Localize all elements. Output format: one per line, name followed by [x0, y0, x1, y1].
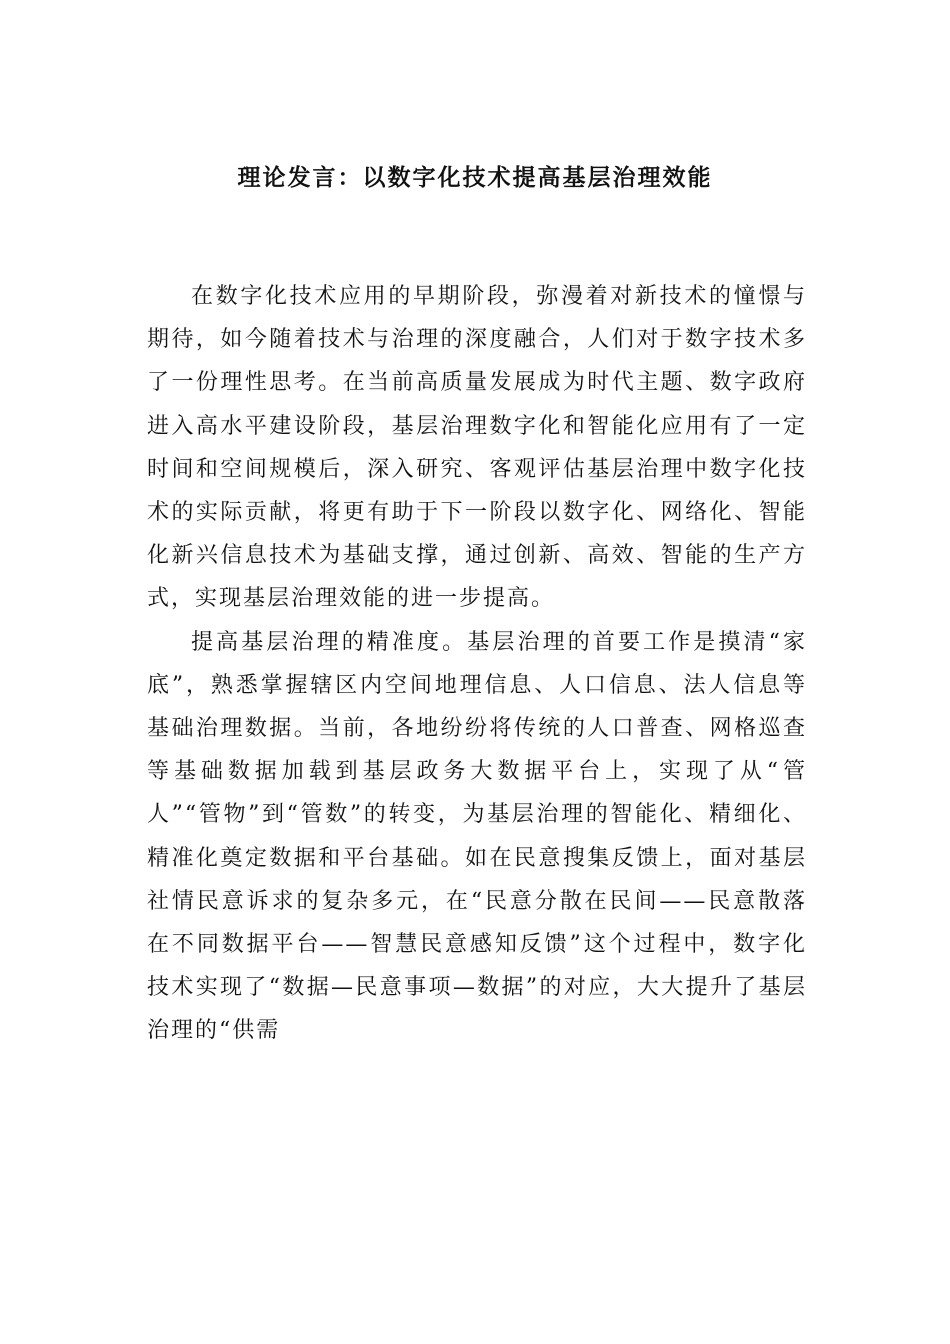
paragraph-precision: 提高基层治理的精准度。基层治理的首要工作是摸清“家底”，熟悉掌握辖区内空间地理信息、人口信息、法人信息等基础治理数据。当前，各地纷纷将传统的人口普查、网格巡查等基础数据加载到基层政务大数据平台上，实现了从“管人”“管物”到“管数”的转变，为基层治理的智能化、精细化、精准化奠定数据和平台基础。如在民意搜集反馈上，面对基层社情民意诉求的复杂多元，在“民意分散在民间——民意散落在不同数据平台——智慧民意感知反馈”这个过程中，数字化技术实现了“数据—民意事项—数据”的对应，大大提升了基层治理的“供需	[147, 629, 807, 1044]
paragraph-intro: 在数字化技术应用的早期阶段，弥漫着对新技术的憧憬与期待，如今随着技术与治理的深度融合，人们对于数字技术多了一份理性思考。在当前高质量发展成为时代主题、数字政府进入高水平建设阶段，基层治理数字化和智能化应用有了一定时间和空间规模后，深入研究、客观评估基层治理中数字化技术的实际贡献，将更有助于下一阶段以数字化、网络化、智能化新兴信息技术为基础支撑，通过创新、高效、智能的生产方式，实现基层治理效能的进一步提高。	[147, 284, 807, 612]
document-title: 理论发言：以数字化技术提高基层治理效能	[237, 164, 713, 191]
document-body	[147, 275, 807, 1053]
